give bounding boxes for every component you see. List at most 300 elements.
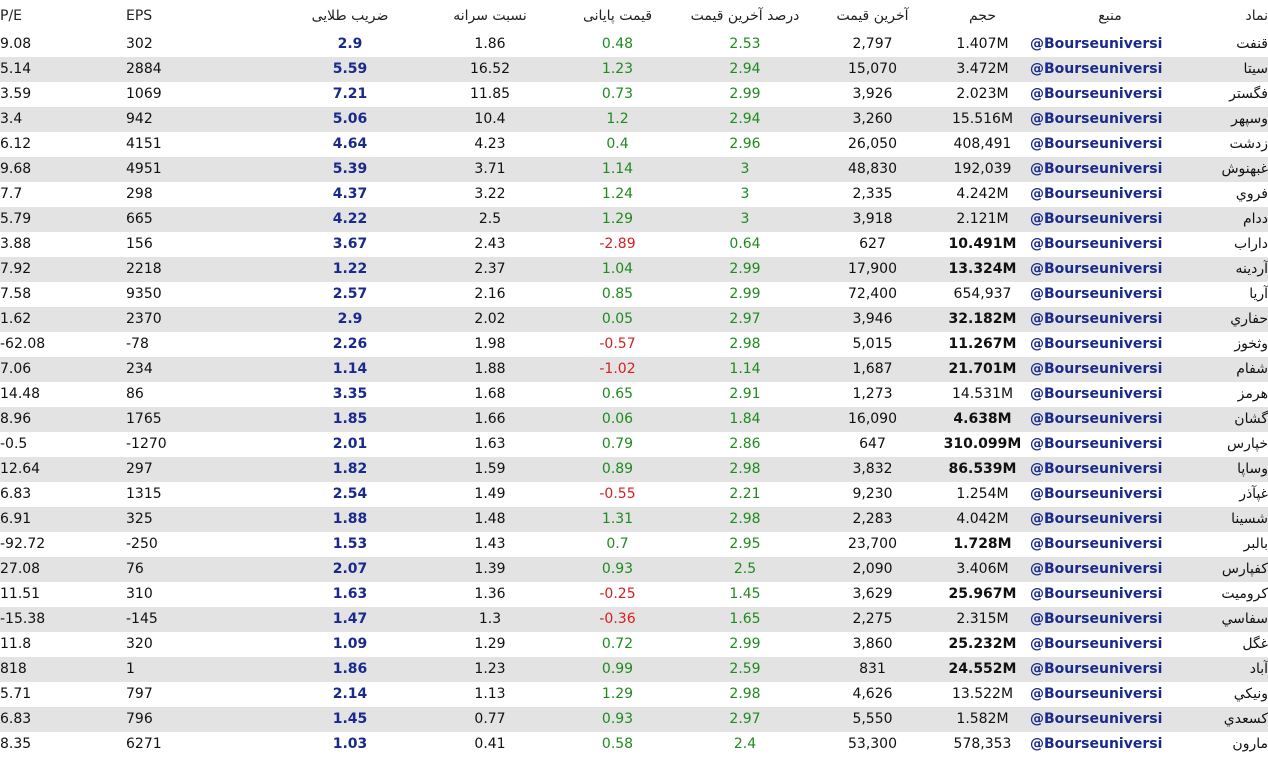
cell-volume: 192,039 — [935, 157, 1030, 182]
cell-final-price-pct: 0.7 — [555, 532, 680, 557]
cell-volume: 13.324M — [935, 257, 1030, 282]
cell-eps: 2370 — [126, 311, 162, 327]
cell-last-price-pct: 3 — [680, 182, 810, 207]
cell-symbol[interactable]: وسپهر — [1190, 107, 1268, 132]
cell-source-link[interactable]: @Bourseuniversi — [1030, 132, 1190, 157]
cell-last-price-pct: 2.99 — [680, 82, 810, 107]
cell-symbol[interactable]: سيتا — [1190, 57, 1268, 82]
table-row[interactable] — [0, 357, 1268, 382]
cell-pe-eps — [0, 282, 275, 307]
table-row[interactable] — [0, 307, 1268, 332]
cell-last-price: 3,918 — [810, 207, 935, 232]
cell-source-link[interactable]: @Bourseuniversi — [1030, 682, 1190, 707]
cell-volume: 3.472M — [935, 57, 1030, 82]
cell-final-price-pct: 0.06 — [555, 407, 680, 432]
cell-sales-ratio: 0.41 — [425, 732, 555, 757]
cell-sales-ratio: 1.29 — [425, 632, 555, 657]
cell-eps: -1270 — [126, 436, 167, 452]
cell-pe-eps — [0, 207, 275, 232]
cell-last-price: 23,700 — [810, 532, 935, 557]
cell-symbol[interactable]: كسعدي — [1190, 707, 1268, 732]
cell-last-price-pct: 3 — [680, 157, 810, 182]
cell-pe: 9.68 — [0, 161, 32, 177]
cell-eps: 2218 — [126, 261, 162, 277]
header-golden-ratio[interactable]: ضریب طلایی — [275, 0, 425, 32]
cell-source-link[interactable]: @Bourseuniversi — [1030, 82, 1190, 107]
table-row[interactable] — [0, 207, 1268, 232]
table-row[interactable] — [0, 107, 1268, 132]
cell-golden-ratio: 1.45 — [275, 707, 425, 732]
cell-volume: 1.407M — [935, 32, 1030, 57]
cell-pe: 7.7 — [0, 186, 23, 202]
cell-sales-ratio: 1.66 — [425, 407, 555, 432]
cell-eps: -250 — [126, 536, 158, 552]
header-volume[interactable]: حجم — [935, 0, 1030, 32]
cell-final-price-pct: 1.31 — [555, 507, 680, 532]
header-source[interactable]: منبع — [1030, 0, 1190, 32]
cell-sales-ratio: 10.4 — [425, 107, 555, 132]
cell-volume: 25.232M — [935, 632, 1030, 657]
cell-pe-eps — [0, 582, 275, 607]
cell-eps: 797 — [126, 686, 153, 702]
cell-last-price: 3,260 — [810, 107, 935, 132]
cell-pe: 6.12 — [0, 136, 32, 152]
cell-symbol[interactable]: گشان — [1190, 407, 1268, 432]
cell-volume: 2.315M — [935, 607, 1030, 632]
table-row[interactable] — [0, 132, 1268, 157]
cell-pe-eps — [0, 607, 275, 632]
cell-last-price-pct: 2.94 — [680, 107, 810, 132]
cell-symbol[interactable]: آباد — [1190, 657, 1268, 682]
cell-golden-ratio: 2.57 — [275, 282, 425, 307]
cell-volume: 13.522M — [935, 682, 1030, 707]
table-row[interactable] — [0, 32, 1268, 57]
cell-sales-ratio: 2.5 — [425, 207, 555, 232]
cell-sales-ratio: 1.88 — [425, 357, 555, 382]
header-last-price-pct[interactable]: درصد آخرین قیمت — [680, 0, 810, 32]
cell-final-price-pct: 0.48 — [555, 32, 680, 57]
cell-symbol[interactable]: سفاسي — [1190, 607, 1268, 632]
cell-last-price: 5,015 — [810, 332, 935, 357]
table-row[interactable] — [0, 707, 1268, 732]
cell-golden-ratio: 1.82 — [275, 457, 425, 482]
cell-eps: 942 — [126, 111, 153, 127]
cell-volume: 654,937 — [935, 282, 1030, 307]
cell-golden-ratio: 5.39 — [275, 157, 425, 182]
cell-last-price: 53,300 — [810, 732, 935, 757]
cell-last-price-pct: 1.84 — [680, 407, 810, 432]
cell-source-link[interactable]: @Bourseuniversi — [1030, 582, 1190, 607]
cell-final-price-pct: 0.65 — [555, 382, 680, 407]
cell-pe-eps — [0, 382, 275, 407]
cell-sales-ratio: 1.39 — [425, 557, 555, 582]
cell-pe: 1.62 — [0, 311, 32, 327]
cell-symbol[interactable]: غگل — [1190, 632, 1268, 657]
table-row[interactable] — [0, 532, 1268, 557]
cell-source-link[interactable]: @Bourseuniversi — [1030, 32, 1190, 57]
table-row[interactable] — [0, 432, 1268, 457]
header-row — [0, 0, 1268, 32]
cell-sales-ratio: 1.68 — [425, 382, 555, 407]
cell-last-price: 647 — [810, 432, 935, 457]
cell-pe: 7.06 — [0, 361, 32, 377]
cell-pe-eps — [0, 182, 275, 207]
cell-sales-ratio: 0.77 — [425, 707, 555, 732]
table-row[interactable] — [0, 382, 1268, 407]
table-row[interactable] — [0, 507, 1268, 532]
cell-eps: 325 — [126, 511, 153, 527]
cell-source-link[interactable]: @Bourseuniversi — [1030, 632, 1190, 657]
cell-final-price-pct: 0.99 — [555, 657, 680, 682]
cell-last-price-pct: 2.86 — [680, 432, 810, 457]
cell-source-link[interactable]: @Bourseuniversi — [1030, 657, 1190, 682]
cell-pe-eps — [0, 407, 275, 432]
cell-source-link[interactable]: @Bourseuniversi — [1030, 707, 1190, 732]
cell-pe-eps — [0, 532, 275, 557]
cell-pe-eps — [0, 107, 275, 132]
cell-source-link[interactable]: @Bourseuniversi — [1030, 557, 1190, 582]
cell-last-price: 5,550 — [810, 707, 935, 732]
cell-last-price-pct: 2.5 — [680, 557, 810, 582]
cell-final-price-pct: 0.05 — [555, 307, 680, 332]
cell-last-price-pct: 2.99 — [680, 257, 810, 282]
cell-symbol[interactable]: وساپا — [1190, 457, 1268, 482]
cell-source-link[interactable]: @Bourseuniversi — [1030, 382, 1190, 407]
cell-symbol[interactable]: فگستر — [1190, 82, 1268, 107]
cell-source-link[interactable]: @Bourseuniversi — [1030, 282, 1190, 307]
cell-source-link[interactable]: @Bourseuniversi — [1030, 57, 1190, 82]
header-pe-eps[interactable] — [0, 0, 275, 32]
cell-sales-ratio: 2.37 — [425, 257, 555, 282]
cell-golden-ratio: 2.26 — [275, 332, 425, 357]
cell-symbol[interactable]: كفپارس — [1190, 557, 1268, 582]
cell-eps: 665 — [126, 211, 153, 227]
cell-final-price-pct: -0.36 — [555, 607, 680, 632]
cell-last-price: 2,335 — [810, 182, 935, 207]
cell-final-price-pct: 1.23 — [555, 57, 680, 82]
cell-source-link[interactable]: @Bourseuniversi — [1030, 607, 1190, 632]
cell-last-price: 2,283 — [810, 507, 935, 532]
table-row[interactable] — [0, 682, 1268, 707]
cell-source-link[interactable]: @Bourseuniversi — [1030, 532, 1190, 557]
table-row[interactable] — [0, 607, 1268, 632]
cell-golden-ratio: 2.9 — [275, 307, 425, 332]
cell-eps: 76 — [126, 561, 144, 577]
cell-last-price: 3,946 — [810, 307, 935, 332]
cell-eps: 1 — [126, 661, 135, 677]
cell-final-price-pct: 0.73 — [555, 82, 680, 107]
cell-final-price-pct: 0.93 — [555, 707, 680, 732]
cell-pe: 3.88 — [0, 236, 32, 252]
cell-last-price: 9,230 — [810, 482, 935, 507]
cell-sales-ratio: 1.86 — [425, 32, 555, 57]
cell-last-price: 26,050 — [810, 132, 935, 157]
cell-golden-ratio: 5.06 — [275, 107, 425, 132]
cell-eps: 320 — [126, 636, 153, 652]
cell-source-link[interactable]: @Bourseuniversi — [1030, 507, 1190, 532]
cell-golden-ratio: 1.88 — [275, 507, 425, 532]
cell-golden-ratio: 1.22 — [275, 257, 425, 282]
cell-sales-ratio: 1.43 — [425, 532, 555, 557]
cell-pe-eps — [0, 707, 275, 732]
cell-symbol[interactable]: بالبر — [1190, 532, 1268, 557]
table-row[interactable] — [0, 332, 1268, 357]
cell-eps: 86 — [126, 386, 144, 402]
cell-pe: 27.08 — [0, 561, 41, 577]
cell-last-price-pct: 2.98 — [680, 682, 810, 707]
cell-last-price-pct: 2.98 — [680, 457, 810, 482]
cell-sales-ratio: 2.43 — [425, 232, 555, 257]
cell-eps: 234 — [126, 361, 153, 377]
cell-final-price-pct: 0.58 — [555, 732, 680, 757]
cell-golden-ratio: 4.37 — [275, 182, 425, 207]
cell-sales-ratio: 11.85 — [425, 82, 555, 107]
cell-pe-eps — [0, 32, 275, 57]
cell-golden-ratio: 1.85 — [275, 407, 425, 432]
cell-source-link[interactable]: @Bourseuniversi — [1030, 457, 1190, 482]
cell-volume: 2.023M — [935, 82, 1030, 107]
cell-volume: 2.121M — [935, 207, 1030, 232]
cell-last-price: 17,900 — [810, 257, 935, 282]
table-row[interactable] — [0, 582, 1268, 607]
cell-symbol[interactable]: هرمز — [1190, 382, 1268, 407]
cell-source-link[interactable]: @Bourseuniversi — [1030, 432, 1190, 457]
header-pe[interactable]: P/E — [0, 8, 23, 24]
cell-golden-ratio: 2.9 — [275, 32, 425, 57]
cell-symbol[interactable]: زدشت — [1190, 132, 1268, 157]
cell-sales-ratio: 1.23 — [425, 657, 555, 682]
cell-pe: 11.8 — [0, 636, 32, 652]
cell-final-price-pct: 1.04 — [555, 257, 680, 282]
cell-final-price-pct: 1.14 — [555, 157, 680, 182]
cell-eps: 1069 — [126, 86, 162, 102]
cell-sales-ratio: 1.63 — [425, 432, 555, 457]
cell-last-price: 2,797 — [810, 32, 935, 57]
cell-last-price: 627 — [810, 232, 935, 257]
cell-sales-ratio: 1.13 — [425, 682, 555, 707]
cell-last-price-pct: 1.65 — [680, 607, 810, 632]
cell-final-price-pct: 0.93 — [555, 557, 680, 582]
cell-pe: -62.08 — [0, 336, 46, 352]
cell-pe-eps — [0, 457, 275, 482]
cell-pe-eps — [0, 507, 275, 532]
cell-volume: 1.582M — [935, 707, 1030, 732]
header-sales-ratio[interactable]: نسبت سرانه — [425, 0, 555, 32]
cell-volume: 10.491M — [935, 232, 1030, 257]
cell-pe-eps — [0, 232, 275, 257]
cell-last-price: 15,070 — [810, 57, 935, 82]
table-row[interactable] — [0, 232, 1268, 257]
cell-symbol[interactable]: كروميت — [1190, 582, 1268, 607]
cell-golden-ratio: 2.14 — [275, 682, 425, 707]
cell-last-price: 1,273 — [810, 382, 935, 407]
header-symbol[interactable]: نماد — [1190, 0, 1268, 32]
cell-final-price-pct: 0.4 — [555, 132, 680, 157]
cell-volume: 310.099M — [935, 432, 1030, 457]
cell-last-price: 72,400 — [810, 282, 935, 307]
table-row[interactable] — [0, 57, 1268, 82]
cell-final-price-pct: 1.29 — [555, 207, 680, 232]
cell-volume: 11.267M — [935, 332, 1030, 357]
table-row[interactable] — [0, 632, 1268, 657]
table-row[interactable] — [0, 157, 1268, 182]
cell-pe-eps — [0, 332, 275, 357]
cell-source-link[interactable]: @Bourseuniversi — [1030, 357, 1190, 382]
cell-symbol[interactable]: آردينه — [1190, 257, 1268, 282]
cell-last-price-pct: 2.94 — [680, 57, 810, 82]
cell-sales-ratio: 16.52 — [425, 57, 555, 82]
cell-last-price-pct: 2.97 — [680, 707, 810, 732]
cell-symbol[interactable]: قنفت — [1190, 32, 1268, 57]
cell-eps: 298 — [126, 186, 153, 202]
cell-volume: 4.242M — [935, 182, 1030, 207]
cell-pe-eps — [0, 132, 275, 157]
cell-symbol[interactable]: شسينا — [1190, 507, 1268, 532]
cell-volume: 408,491 — [935, 132, 1030, 157]
cell-sales-ratio: 3.22 — [425, 182, 555, 207]
cell-source-link[interactable]: @Bourseuniversi — [1030, 732, 1190, 757]
cell-golden-ratio: 1.63 — [275, 582, 425, 607]
cell-pe: 3.59 — [0, 86, 32, 102]
cell-pe-eps — [0, 682, 275, 707]
cell-pe: 5.71 — [0, 686, 32, 702]
cell-volume: 25.967M — [935, 582, 1030, 607]
cell-symbol[interactable]: حفاري — [1190, 307, 1268, 332]
table-row[interactable] — [0, 282, 1268, 307]
cell-source-link[interactable]: @Bourseuniversi — [1030, 107, 1190, 132]
cell-eps: 796 — [126, 711, 153, 727]
cell-golden-ratio: 2.54 — [275, 482, 425, 507]
cell-golden-ratio: 1.86 — [275, 657, 425, 682]
cell-symbol[interactable]: مارون — [1190, 732, 1268, 757]
cell-last-price-pct: 2.97 — [680, 307, 810, 332]
table-row[interactable] — [0, 482, 1268, 507]
cell-golden-ratio: 1.14 — [275, 357, 425, 382]
cell-symbol[interactable]: وثخوز — [1190, 332, 1268, 357]
cell-sales-ratio: 1.98 — [425, 332, 555, 357]
table-row[interactable] — [0, 457, 1268, 482]
header-last-price[interactable]: آخرین قیمت — [810, 0, 935, 32]
cell-last-price-pct: 2.98 — [680, 507, 810, 532]
cell-last-price-pct: 1.45 — [680, 582, 810, 607]
cell-golden-ratio: 3.67 — [275, 232, 425, 257]
cell-volume: 1.728M — [935, 532, 1030, 557]
table-row[interactable] — [0, 732, 1268, 757]
cell-source-link[interactable]: @Bourseuniversi — [1030, 257, 1190, 282]
cell-symbol[interactable]: داراب — [1190, 232, 1268, 257]
cell-eps: 1315 — [126, 486, 162, 502]
cell-pe-eps — [0, 557, 275, 582]
cell-last-price: 831 — [810, 657, 935, 682]
cell-last-price: 3,860 — [810, 632, 935, 657]
cell-pe: 8.96 — [0, 411, 32, 427]
cell-final-price-pct: 1.2 — [555, 107, 680, 132]
cell-source-link[interactable]: @Bourseuniversi — [1030, 482, 1190, 507]
cell-last-price-pct: 0.64 — [680, 232, 810, 257]
cell-last-price-pct: 2.53 — [680, 32, 810, 57]
cell-symbol[interactable]: آريا — [1190, 282, 1268, 307]
cell-sales-ratio: 1.48 — [425, 507, 555, 532]
cell-volume: 15.516M — [935, 107, 1030, 132]
cell-eps: 4151 — [126, 136, 162, 152]
cell-last-price-pct: 2.98 — [680, 332, 810, 357]
cell-final-price-pct: -0.57 — [555, 332, 680, 357]
cell-source-link[interactable]: @Bourseuniversi — [1030, 232, 1190, 257]
header-eps[interactable]: EPS — [126, 8, 153, 24]
cell-source-link[interactable]: @Bourseuniversi — [1030, 207, 1190, 232]
cell-symbol[interactable]: ونيكي — [1190, 682, 1268, 707]
cell-symbol[interactable]: فروي — [1190, 182, 1268, 207]
cell-pe: 14.48 — [0, 386, 41, 402]
cell-last-price-pct: 2.59 — [680, 657, 810, 682]
cell-symbol[interactable]: غپآذر — [1190, 482, 1268, 507]
cell-golden-ratio: 1.47 — [275, 607, 425, 632]
cell-eps: 4951 — [126, 161, 162, 177]
cell-volume: 578,353 — [935, 732, 1030, 757]
cell-sales-ratio: 1.49 — [425, 482, 555, 507]
cell-pe-eps — [0, 157, 275, 182]
cell-source-link[interactable]: @Bourseuniversi — [1030, 182, 1190, 207]
cell-eps: 9350 — [126, 286, 162, 302]
cell-source-link[interactable]: @Bourseuniversi — [1030, 157, 1190, 182]
header-final-price[interactable]: قیمت پایانی — [555, 0, 680, 32]
cell-golden-ratio: 1.53 — [275, 532, 425, 557]
cell-eps: 6271 — [126, 736, 162, 752]
cell-pe-eps — [0, 357, 275, 382]
table-row[interactable] — [0, 257, 1268, 282]
cell-pe: 12.64 — [0, 461, 41, 477]
cell-pe-eps — [0, 307, 275, 332]
cell-source-link[interactable]: @Bourseuniversi — [1030, 307, 1190, 332]
cell-sales-ratio: 4.23 — [425, 132, 555, 157]
cell-last-price: 2,090 — [810, 557, 935, 582]
table-row[interactable] — [0, 82, 1268, 107]
cell-last-price-pct: 2.91 — [680, 382, 810, 407]
cell-symbol[interactable]: خپارس — [1190, 432, 1268, 457]
table-row[interactable] — [0, 657, 1268, 682]
cell-last-price-pct: 2.99 — [680, 282, 810, 307]
cell-last-price-pct: 3 — [680, 207, 810, 232]
cell-final-price-pct: 1.24 — [555, 182, 680, 207]
cell-eps: -78 — [126, 336, 149, 352]
cell-volume: 4.042M — [935, 507, 1030, 532]
table-row[interactable] — [0, 407, 1268, 432]
cell-pe-eps — [0, 432, 275, 457]
cell-sales-ratio: 1.36 — [425, 582, 555, 607]
table-row[interactable] — [0, 182, 1268, 207]
cell-last-price: 3,629 — [810, 582, 935, 607]
cell-symbol[interactable]: ددام — [1190, 207, 1268, 232]
cell-eps: 310 — [126, 586, 153, 602]
cell-eps: -145 — [126, 611, 158, 627]
cell-source-link[interactable]: @Bourseuniversi — [1030, 407, 1190, 432]
cell-sales-ratio: 1.59 — [425, 457, 555, 482]
cell-pe: -0.5 — [0, 436, 28, 452]
cell-pe: 8.35 — [0, 736, 32, 752]
cell-pe: -15.38 — [0, 611, 46, 627]
cell-final-price-pct: -0.25 — [555, 582, 680, 607]
cell-volume: 14.531M — [935, 382, 1030, 407]
cell-volume: 1.254M — [935, 482, 1030, 507]
cell-pe-eps — [0, 732, 275, 757]
table-row[interactable] — [0, 557, 1268, 582]
cell-symbol[interactable]: شفام — [1190, 357, 1268, 382]
cell-final-price-pct: 0.79 — [555, 432, 680, 457]
cell-source-link[interactable]: @Bourseuniversi — [1030, 332, 1190, 357]
cell-eps: 1765 — [126, 411, 162, 427]
cell-pe: 6.91 — [0, 511, 32, 527]
cell-symbol[interactable]: غبهنوش — [1190, 157, 1268, 182]
